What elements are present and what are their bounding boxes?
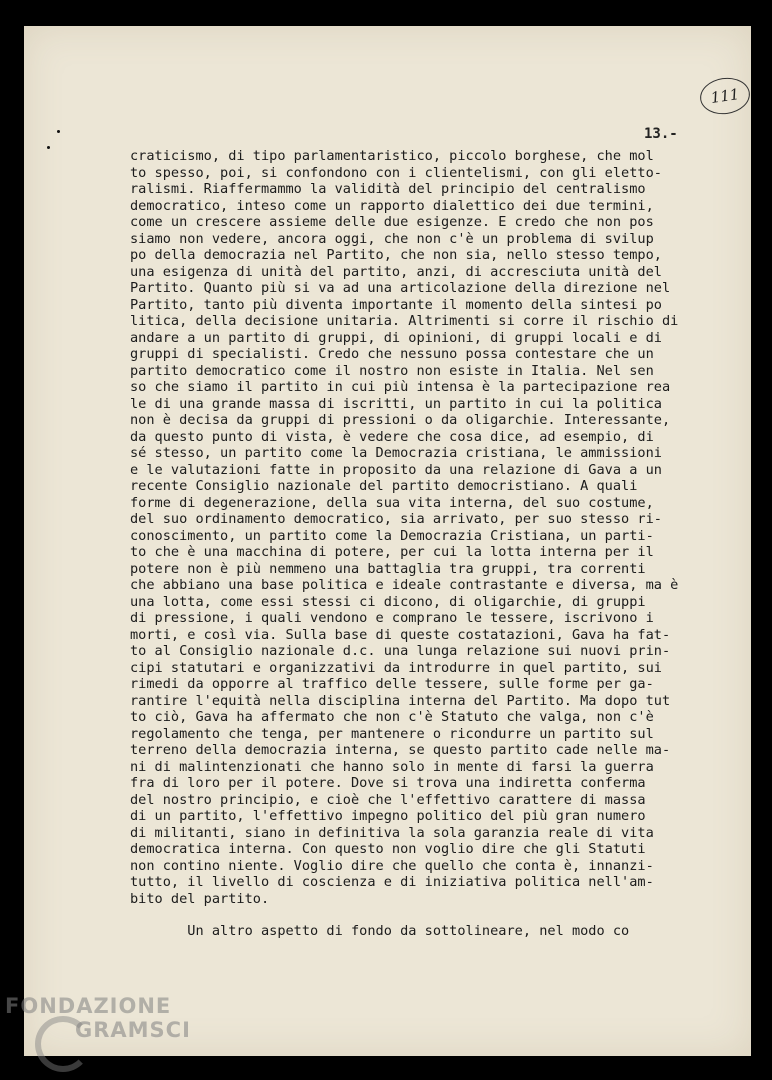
text-line: andare a un partito di gruppi, di opinioni, di gruppi locali e di [130,329,662,346]
text-line: di un partito, l'effettivo impegno politico del più gran numero [130,808,646,824]
archive-number-stamp [698,75,753,118]
text-line: democratica interna. Con questo non voglio dire che gli Statuti [130,841,646,857]
watermark-line-2: GRAMSCI [75,1018,191,1042]
text-line: che abbiano una base politica e ideale contrastante e diversa, ma è [130,577,679,593]
text-line: una lotta, come essi stessi ci dicono, di oligarchie, di gruppi [130,593,646,610]
text-line: del nostro principio, e cioè che l'effettivo carattere di massa [130,791,646,808]
text-line: non è decisa da gruppi di pressioni o da oligarchie. Interessante, [130,412,671,428]
text-line: fra di loro per il potere. Dove si trova una indiretta conferma [130,775,646,791]
text-line: Un altro aspetto di fondo da sottolineare, nel modo co [130,923,630,939]
text-line: tutto, il livello di coscienza e di iniziativa politica nell'am- [130,874,654,890]
text-line: le di una grande massa di iscritti, un partito in cui la politica [130,395,662,412]
text-line: forme di degenerazione, della sua vita interna, del suo costume, [130,494,654,511]
text-line: democratico, inteso come un rapporto dialettico dei due termini, [130,197,654,214]
text-line: terreno della democrazia interna, se questo partito cade nelle ma- [130,742,671,758]
text-line: siamo non vedere, ancora oggi, che non c'è un problema di svilup [130,230,654,247]
watermark-line-1: FONDAZIONE [5,994,172,1018]
text-line: potere non è più nemmeno una battaglia tra gruppi, tra correnti [130,560,646,577]
text-line: come un crescere assieme delle due esigenze. E credo che non pos [130,214,654,230]
gramsci-logo-icon [35,1016,91,1072]
ink-dot [47,146,50,149]
text-line: da questo punto di vista, è vedere che cosa dice, ad esempio, di [130,428,654,445]
text-line: litica, della decisione unitaria. Altrimenti si corre il rischio di [130,313,679,329]
text-line: to al Consiglio nazionale d.c. una lunga relazione sui nuovi prin- [130,643,671,659]
text-line: rantire l'equità nella disciplina interna del Partito. Ma dopo tut [130,692,671,709]
text-line: e le valutazioni fatte in proposito da una relazione di Gava a un [130,461,662,478]
text-line: cipi statutari e organizzativi da introdurre in quel partito, sui [130,659,662,676]
archive-number: 111 [709,85,741,107]
ink-dot [57,130,60,133]
text-line: bito del partito. [130,890,270,907]
text-line: so che siamo il partito in cui più intensa è la partecipazione rea [130,379,671,395]
text-line: craticismo, di tipo parlamentaristico, piccolo borghese, che mol [130,148,654,164]
text-line: to spesso, poi, si confondono con i clientelismi, con gli eletto- [130,164,662,181]
text-line: gruppi di specialisti. Credo che nessuno possa contestare che un [130,346,654,362]
text-line: to ciò, Gava ha affermato che non c'è Statuto che valga, non c'è [130,709,654,725]
text-line: partito democratico come il nostro non esiste in Italia. Nel sen [130,362,654,379]
text-line: di pressione, i quali vendono e comprano le tessere, iscrivono i [130,610,654,626]
text-line: po della democrazia nel Partito, che non sia, nello stesso tempo, [130,247,662,263]
text-line: morti, e così via. Sulla base di queste costatazioni, Gava ha fat- [130,626,671,643]
text-line: Partito, tanto più diventa importante il momento della sintesi po [130,296,662,313]
text-line: non contino niente. Voglio dire che quello che conta è, innanzi- [130,857,654,874]
typewritten-body [130,148,700,940]
text-line: ni di malintenzionati che hanno solo in mente di farsi la guerra [130,758,654,775]
text-line: ralismi. Riaffermammo la validità del principio del centralismo [130,181,646,197]
text-line: Partito. Quanto più si va ad una articolazione della direzione nel [130,280,671,296]
text-line: conoscimento, un partito come la Democrazia Cristiana, un parti- [130,527,654,544]
page-number: 13.- [644,126,678,142]
text-line: rimedi da opporre al traffico delle tessere, sulle forme per ga- [130,676,654,692]
text-line: del suo ordinamento democratico, sia arrivato, per suo stesso ri- [130,511,662,527]
fondazione-gramsci-watermark [5,994,191,1042]
text-line: una esigenza di unità del partito, anzi, di accresciuta unità del [130,263,662,280]
text-line: recente Consiglio nazionale del partito democristiano. A quali [130,478,638,494]
text-line: sé stesso, un partito come la Democrazia cristiana, le ammissioni [130,445,662,461]
text-line: to che è una macchina di potere, per cui la lotta interna per il [130,544,654,560]
text-line: regolamento che tenga, per mantenere o ricondurre un partito sul [130,725,654,742]
text-line: di militanti, siano in definitiva la sola garanzia reale di vita [130,824,654,841]
